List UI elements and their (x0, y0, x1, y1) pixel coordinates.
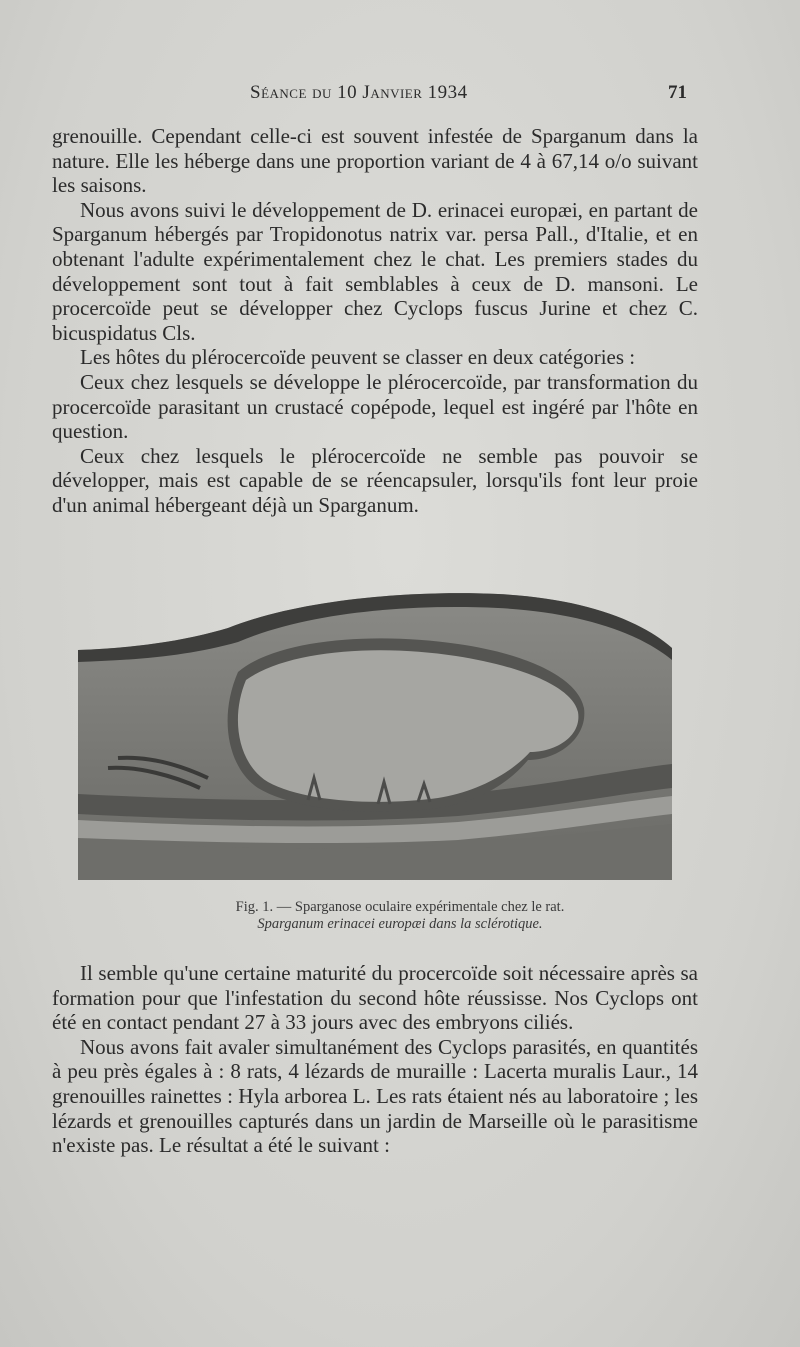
paragraph-4: Ceux chez lesquels se développe le plérocercoïde, par transformation du procercoïde parasitant un crustacé copépode, lequel est ingéré par l'hôte en question. (52, 369, 698, 444)
paragraph-2: Nous avons suivi le développement de D. erinacei europæi, en partant de Sparganum hébergés par Tropidonotus natrix var. persa Pall., d'Italie, et en obtenant l'adulte expérimentalement chez le chat. Les premiers stades du développement sont tout à fait semblables à ceux de D. mansoni. Le procercoïde peut se développer chez Cyclops fuscus Jurine et chez C. bicuspidatus Cls. (52, 197, 698, 345)
paragraph-6: Il semble qu'une certaine maturité du procercoïde soit nécessaire après sa formation pour que l'infestation du second hôte réussisse. Nos Cyclops ont été en contact pendant 27 à 33 jours avec des embryons ciliés. (52, 961, 698, 1035)
page-number: 71 (668, 82, 687, 103)
paragraph-5: Ceux chez lesquels le plérocercoïde ne semble pas pouvoir se développer, mais est capable de se réencapsuler, lorsqu'ils font leur proie d'un animal hébergeant déjà un Sparganum. (52, 443, 698, 517)
caption-line-2: Sparganum erinacei europæi dans la sclérotique. (257, 916, 543, 932)
body-text-bottom (52, 961, 698, 1158)
paragraph-1: grenouille. Cependant celle-ci est souvent infestée de Sparganum dans la nature. Elle les héberge dans une proportion variant de 4 à 67,14 o/o suivant les saisons. (52, 124, 698, 198)
figure-caption (130, 899, 670, 933)
paragraph-3: Les hôtes du plérocercoïde peuvent se classer en deux catégories : (80, 345, 636, 370)
micrograph-image (78, 588, 672, 880)
body-text-top (52, 124, 698, 518)
caption-line-1: Fig. 1. — Sparganose oculaire expérimentale chez le rat. (235, 899, 565, 915)
figure-micrograph (78, 588, 672, 880)
paragraph-7: Nous avons fait avaler simultanément des Cyclops parasités, en quantités à peu près égales à : 8 rats, 4 lézards de muraille : Lacerta muralis Laur., 14 grenouilles rainettes : Hyla arborea L. Les rats étaient nés au laboratoire ; les lézards et grenouilles capturés dans un jardin de Marseille où le parasitisme n'existe pas. Le résultat a été le suivant : (52, 1034, 698, 1158)
running-head-title: Séance du 10 Janvier 1934 (250, 82, 468, 103)
running-head (0, 82, 800, 108)
